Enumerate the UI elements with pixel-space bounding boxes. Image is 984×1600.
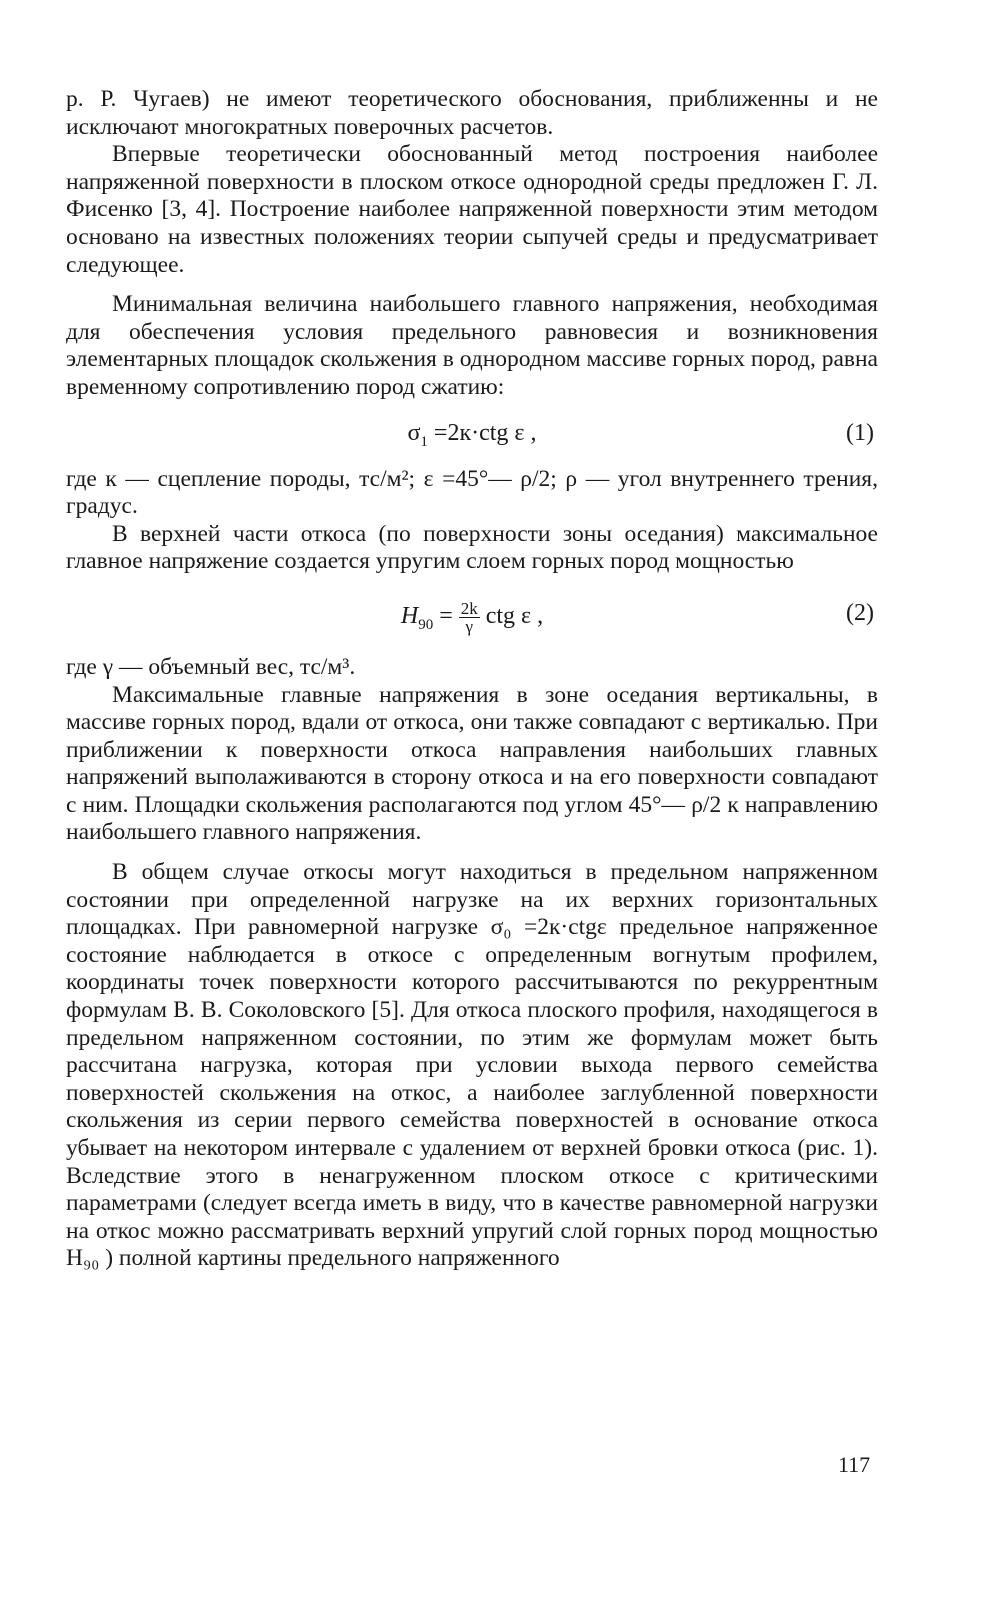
formula-2-denominator: γ: [465, 616, 473, 636]
formula-2: [66, 580, 878, 652]
paragraph-2: Впервые теоретически обоснованный метод построения наиболее напряженной поверхности в плоском откосе однородной среды предложен Г. Л. Фисенко [3, 4]. Построение наиболее напряженной поверхности этим методом основано на известных положениях теории сыпучей среды и предусматривает следующее.: [66, 141, 878, 278]
formula-2-lhs-sub: 90: [418, 616, 434, 633]
formula-2-fraction: [459, 600, 480, 635]
paragraph-1: р. Р. Чугаев) не имеют теоретического обоснования, приближенны и не исключают многократных поверочных расчетов.: [66, 86, 878, 140]
formula-1-rhs: =2к·ctg ε ,: [427, 419, 537, 446]
paragraph-4: где к — сцепление породы, тс/м²; ε =45°— ρ/2; ρ — угол внутреннего трения, градус.: [66, 465, 878, 520]
formula-2-rhs: ctg ε ,: [479, 602, 544, 629]
paragraph-5: В верхней части откоса (по поверхности зоны оседания) максимальное главное напряжение создается упругим слоем горных пород мощностью: [66, 520, 878, 575]
page-body: [66, 86, 878, 1273]
formula-2-number: (2): [846, 599, 874, 626]
formula-1-lhs: σ: [407, 419, 421, 446]
paragraph-8: В общем случае откосы могут находиться в предельном напряженном состоянии при определенной нагрузке на их верхних горизонтальных площадках. При равномерной нагрузке σ₀ =2к·ctgε предельное напряженное состояние наблюдается в откосе с определенным вогнутым профилем, координаты точек поверхности которого рассчитываются по рекуррентным формулам В. В. Соколовского [5]. Для откоса плоского профиля, находящегося в предельном напряженном состоянии, по этим же формулам может быть рассчитана нагрузка, которая при условии выхода первого семейства поверхностей скольжения на откос, а наиболее заглубленной поверхности скольжения из серии первого семейства поверхностей в основание откоса убывает на некотором интервале с удалением от верхней бровки откоса (рис. 1). Вследствие этого в ненагруженном плоском откосе с критическими параметрами (следует всегда иметь в виду, что в качестве равномерной нагрузки на откос можно рассматривать верхний упругий слой горных пород мощностью H₉₀ ) полной картины предельного напряженного: [66, 859, 878, 1272]
page-number: 117: [838, 1452, 871, 1477]
formula-2-eq: =: [433, 602, 453, 629]
formula-1: [66, 406, 878, 464]
formula-2-expression: [66, 600, 878, 635]
formula-2-numerator: 2k: [460, 598, 478, 618]
formula-1-lhs-sub: 1: [420, 433, 428, 450]
paragraph-6: где γ — объемный вес, тс/м³.: [66, 653, 356, 680]
formula-2-lhs: H: [400, 602, 419, 629]
paragraph-3: Минимальная величина наибольшего главного напряжения, необходимая для обеспечения условия предельного равновесия и возникновения элементарных площадок скольжения в однородном массиве горных пород, равна временному сопротивлению пород сжатию:: [66, 291, 878, 400]
formula-1-number: (1): [846, 419, 874, 446]
paragraph-7: Максимальные главные напряжения в зоне оседания вертикальны, в массиве горных пород, вдали от откоса, они также совпадают с вертикалью. При приближении к поверхности откоса направления наибольших главных напряжений выполаживаются в сторону откоса и на его поверхности совпадают с ним. Площадки скольжения располагаются под углом 45°— ρ/2 к направлению наибольшего главного напряжения.: [66, 681, 878, 846]
formula-1-expression: [66, 420, 878, 451]
